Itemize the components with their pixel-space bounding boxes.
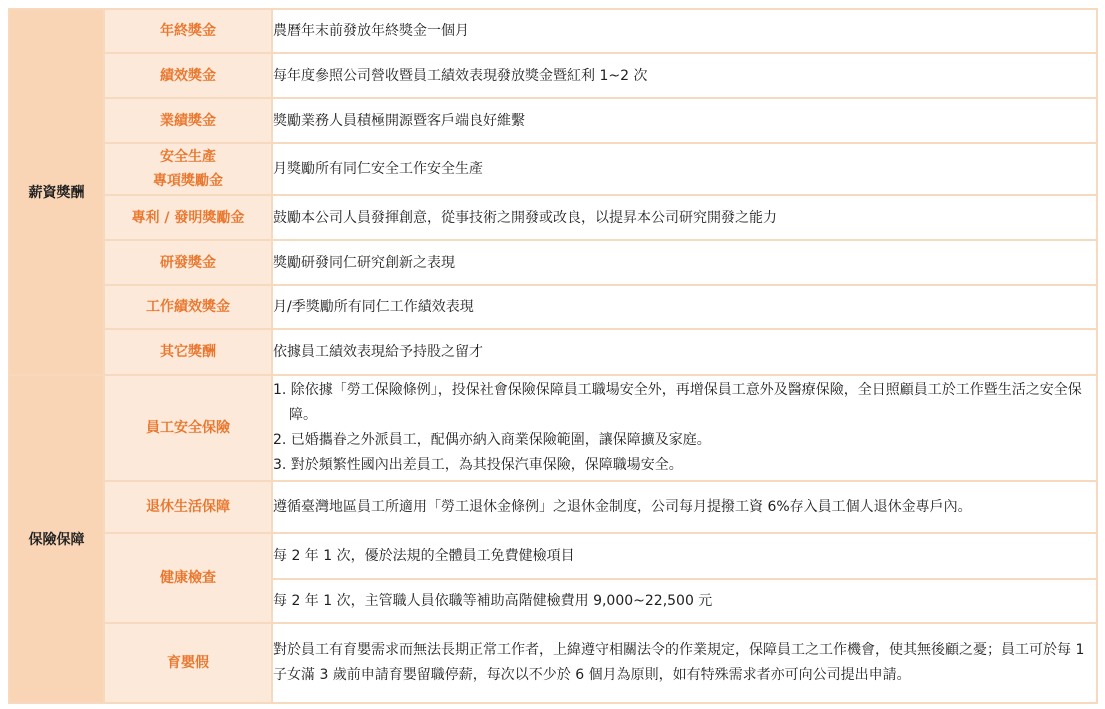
list-item: 3. 對於頻繁性國內出差員工，為其投保汽車保險，保障職場安全。 <box>273 457 683 473</box>
table-row <box>9 98 1097 143</box>
insurance-points-list <box>273 378 1096 478</box>
item-label: 專利 / 發明獎勵金 <box>104 195 272 240</box>
item-label: 業績獎金 <box>104 98 272 143</box>
table-row <box>9 329 1097 375</box>
table-row <box>9 481 1097 533</box>
table-row <box>9 533 1097 579</box>
benefits-table <box>8 8 1098 704</box>
item-label: 研發獎金 <box>104 240 272 285</box>
item-label: 育嬰假 <box>104 623 272 703</box>
item-label-line: 安全生產 <box>160 149 216 165</box>
item-description: 獎勵業務人員積極開源暨客戶端良好維繫 <box>272 98 1097 143</box>
item-description: 遵循臺灣地區員工所適用「勞工退休金條例」之退休金制度，公司每月提撥工資 6%存入員工個人退休金專戶內。 <box>272 481 1097 533</box>
item-label: 其它獎酬 <box>104 329 272 375</box>
item-description: 每 2 年 1 次，優於法規的全體員工免費健檢項目 <box>272 533 1097 579</box>
category-insurance: 保險保障 <box>9 375 104 703</box>
item-description: 依據員工績效表現給予持股之留才 <box>272 329 1097 375</box>
item-label <box>104 143 272 195</box>
item-description: 對於員工有育嬰需求而無法長期正常工作者，上緯遵守相關法令的作業規定，保障員工之工作機會，使其無後顧之憂；員工可於每 1 子女滿 3 歲前申請育嬰留職停薪，每次以不少於 6 個月為原則，如有特殊需求者亦可向公司提出申請。 <box>272 623 1097 703</box>
table-row <box>9 53 1097 98</box>
item-description: 月/季獎勵所有同仁工作績效表現 <box>272 285 1097 329</box>
item-description: 月獎勵所有同仁安全工作安全生產 <box>272 143 1097 195</box>
item-label: 年終獎金 <box>104 9 272 53</box>
item-description: 農曆年末前發放年終獎金一個月 <box>272 9 1097 53</box>
category-salary: 薪資獎酬 <box>9 9 104 375</box>
item-label: 績效獎金 <box>104 53 272 98</box>
list-item: 1. 除依據「勞工保險條例」，投保社會保險保障員工職場安全外，再增保員工意外及醫療保險，全日照顧員工於工作暨生活之安全保障。 <box>273 382 1082 423</box>
table-row <box>9 195 1097 240</box>
item-description: 鼓勵本公司人員發揮創意，從事技術之開發或改良，以提昇本公司研究開發之能力 <box>272 195 1097 240</box>
item-label: 工作績效獎金 <box>104 285 272 329</box>
table-row <box>9 143 1097 195</box>
item-label: 員工安全保險 <box>104 375 272 481</box>
item-label: 退休生活保障 <box>104 481 272 533</box>
item-description <box>272 375 1097 481</box>
table-row <box>9 240 1097 285</box>
item-description: 獎勵研發同仁研究創新之表現 <box>272 240 1097 285</box>
list-item: 2. 已婚攜眷之外派員工，配偶亦納入商業保險範圍，讓保障擴及家庭。 <box>273 432 711 448</box>
table-row <box>9 9 1097 53</box>
table-row <box>9 375 1097 481</box>
item-description: 每年度參照公司營收暨員工績效表現發放獎金暨紅利 1~2 次 <box>272 53 1097 98</box>
item-label: 健康檢查 <box>104 533 272 623</box>
item-description: 每 2 年 1 次，主管職人員依職等補助高階健檢費用 9,000~22,500 元 <box>272 579 1097 623</box>
table-row <box>9 285 1097 329</box>
item-label-line: 專項獎勵金 <box>153 173 223 189</box>
table-row <box>9 623 1097 703</box>
